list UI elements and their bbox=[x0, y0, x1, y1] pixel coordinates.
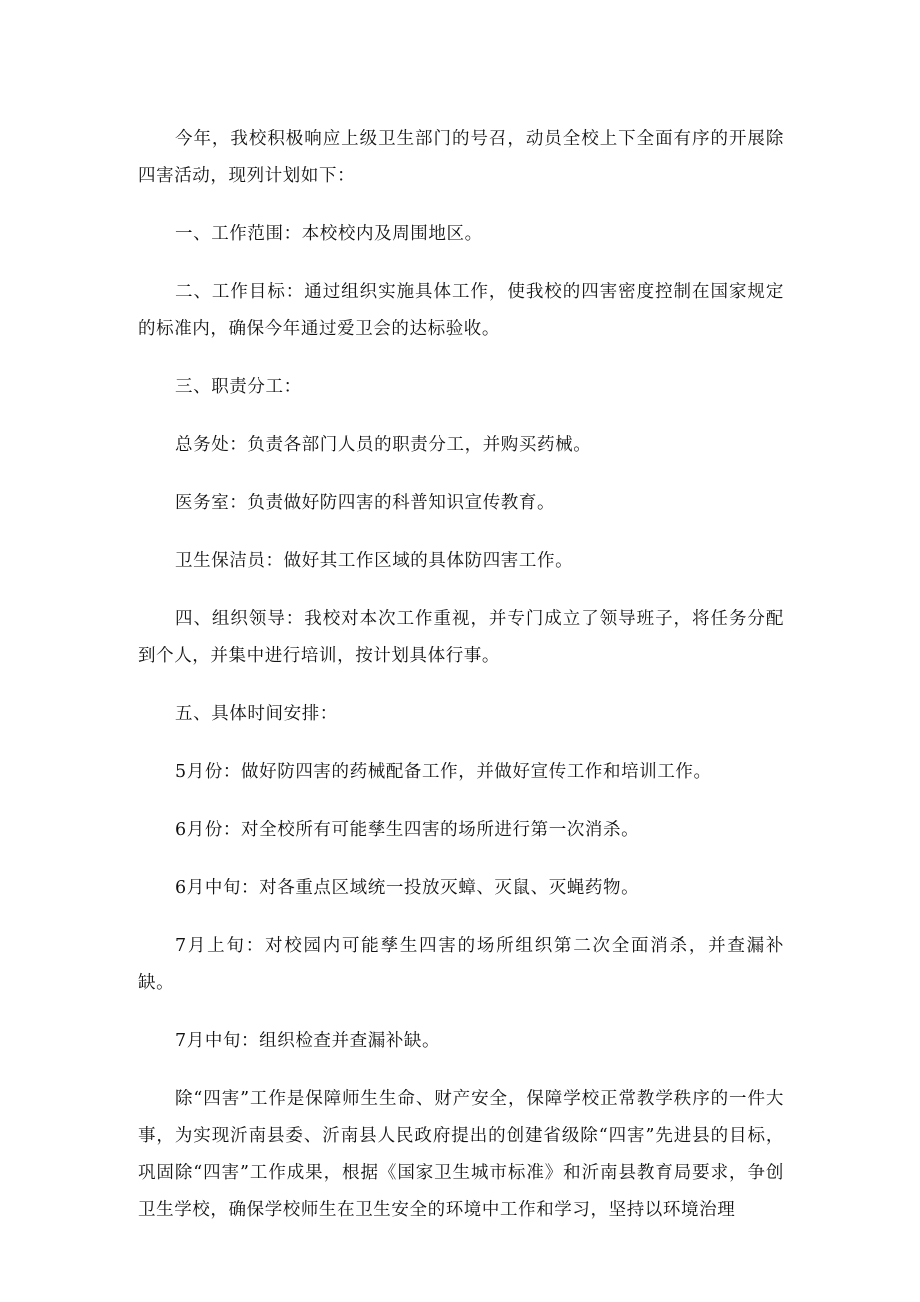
section-3-heading: 三、职责分工： bbox=[175, 377, 302, 397]
duty-general-affairs: 总务处：负责各部门人员的职责分工，并购买药械。 bbox=[175, 435, 592, 455]
intro-paragraph: 今年，我校积极响应上级卫生部门的号召，动员全校上下全面有序的开展除四害活动，现列计划如下： bbox=[138, 129, 784, 186]
section-5-heading: 五、具体时间安排： bbox=[175, 704, 338, 724]
section-2-goal: 二、工作目标：通过组织实施具体工作，使我校的四害密度控制在国家规定的标准内，确保今年通过爱卫会的达标验收。 bbox=[138, 282, 784, 339]
closing-paragraph: 除“四害”工作是保障师生生命、财产安全，保障学校正常教学秩序的一件大事，为实现沂南县委、沂南县人民政府提出的创建省级除“四害”先进县的目标，巩固除“四害”工作成果，根据《国家卫生城市标准》和沂南县教育局要求，争创卫生学校，确保学校师生在卫生安全的环境中工作和学习，坚持以环境治理 bbox=[138, 1089, 784, 1220]
duty-medical-room: 医务室：负责做好防四害的科普知识宣传教育。 bbox=[175, 493, 556, 513]
schedule-mid-june: 6月中旬：对各重点区域统一投放灭蟑、灭鼠、灭蝇药物。 bbox=[175, 878, 640, 898]
schedule-june: 6月份：对全校所有可能孳生四害的场所进行第一次消杀。 bbox=[175, 820, 640, 840]
duty-cleaners: 卫生保洁员：做好其工作区域的具体防四害工作。 bbox=[175, 551, 574, 571]
section-4-leadership: 四、组织领导：我校对本次工作重视，并专门成立了领导班子，将任务分配到个人，并集中进行培训，按计划具体行事。 bbox=[138, 609, 784, 666]
schedule-mid-july: 7月中旬：组织检查并查漏补缺。 bbox=[175, 1031, 441, 1051]
schedule-may: 5月份：做好防四害的药械配备工作，并做好宣传工作和培训工作。 bbox=[175, 762, 712, 782]
schedule-early-july: 7月上旬：对校园内可能孳生四害的场所组织第二次全面消杀，并查漏补缺。 bbox=[138, 936, 784, 993]
section-1-scope: 一、工作范围：本校校内及周围地区。 bbox=[175, 224, 483, 244]
document-page bbox=[138, 121, 784, 1250]
